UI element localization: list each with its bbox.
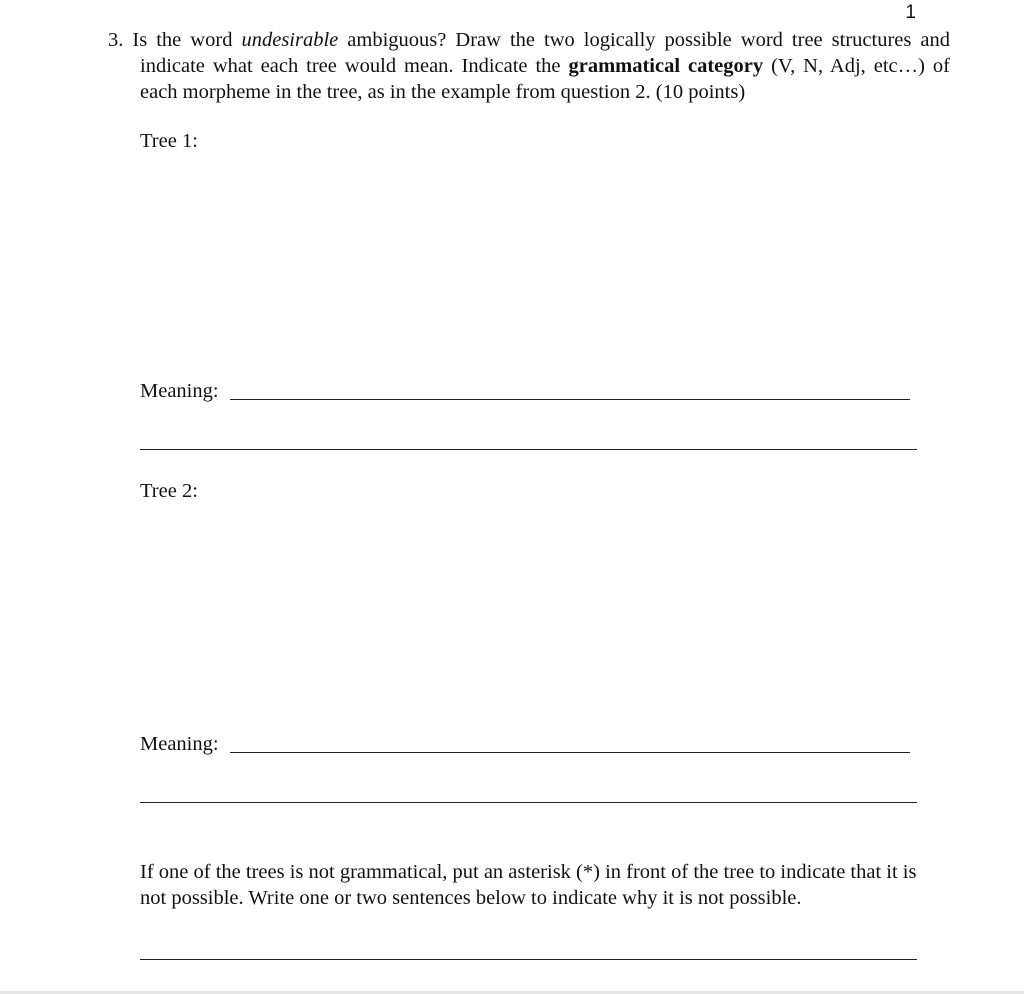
tree1-label: Tree 1: [140,130,198,152]
question-text-part2: ambiguous? Draw the two logically possible word tree structures and indicate what each tree would mean. Indicate the [140,29,951,77]
tree2-meaning-line-2[interactable] [140,802,917,803]
question-text-part1: Is the word [132,29,242,51]
question-number: 3. [108,29,124,51]
tree2-label: Tree 2: [140,480,198,502]
grammaticality-note: If one of the trees is not grammatical, put an asterisk (*) in front of the tree to indicate that it is not possible. Write one or two sentences below to indicate why it is not possible. [140,861,917,909]
question-prompt [108,27,950,105]
tree2-meaning-label: Meaning: [140,733,219,755]
question-word: undesirable [241,29,339,51]
explanation-line[interactable] [140,959,917,960]
tree1-meaning-line-2[interactable] [140,449,917,450]
question-text-part3: (V, N, Adj, etc…) of each morpheme in the tree, as in the example from question 2. (10 points) [140,55,950,103]
question-bold-term: grammatical category [568,55,764,77]
page-number: 1 [905,2,916,23]
tree2-meaning-line-1[interactable] [230,752,910,753]
tree1-meaning-label: Meaning: [140,380,219,402]
tree1-meaning-line-1[interactable] [230,399,910,400]
